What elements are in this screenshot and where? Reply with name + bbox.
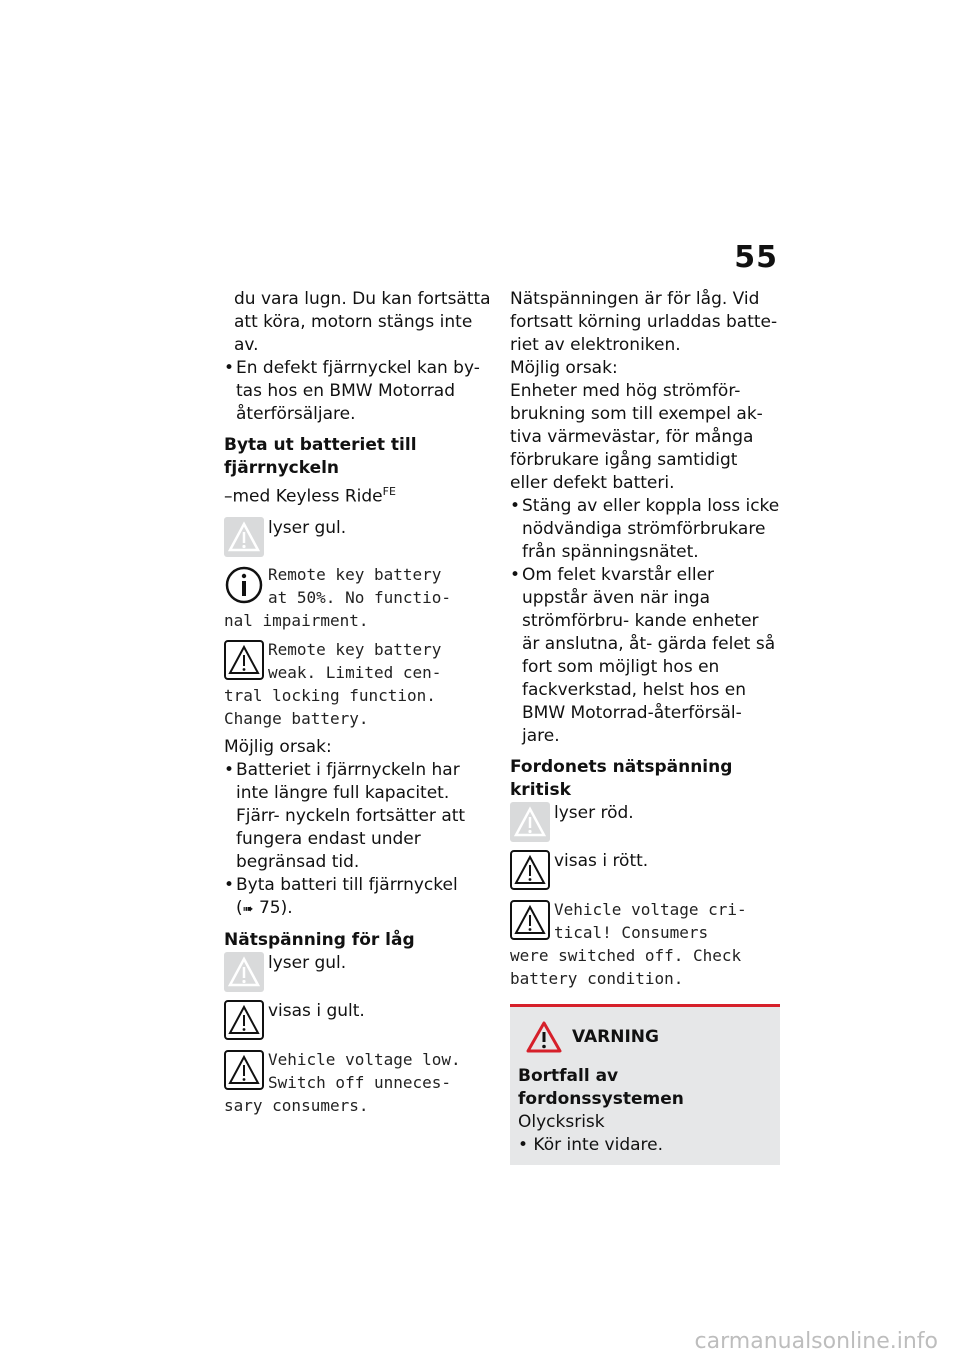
- info-message-remote-key: [224, 563, 492, 632]
- warning-title-text: VARNING: [572, 1027, 659, 1047]
- voltage-critical-message: [510, 898, 780, 990]
- warning-lamp-icon: [224, 952, 264, 992]
- warning-triangle-icon: [510, 900, 550, 940]
- right-column: [510, 288, 780, 1165]
- bullet-change-battery: • Byta batteri till fjärrnyckel (➠ 75).: [224, 874, 492, 921]
- warning-triangle-icon: [224, 1050, 264, 1090]
- page-number: 55: [734, 240, 778, 275]
- lamp-row-critical: [510, 802, 780, 842]
- crit-msg-line: battery condition.: [510, 969, 684, 988]
- bullet-disconnect-consumers: • Stäng av eller koppla loss icke nödvändiga strömförbrukare från spänningsnätet.: [510, 495, 780, 564]
- bullet-workshop: • Om felet kvarstår eller uppstår även när inga strömförbru- kande enheter är anslutna, åt- gärda felet så fort som möjligt hos en fackverkstad, helst hos en BMW Motorrad-återförsäl- jare.: [510, 564, 780, 748]
- footer-watermark: carmanualsonline.info: [694, 1329, 938, 1354]
- heading-voltage-critical: Fordonets nätspänning kritisk: [510, 757, 733, 800]
- intro-continuation: du vara lugn. Du kan fortsätta att köra, motorn stängs inte av.: [234, 289, 491, 355]
- crit-msg-line: tical! Consumers: [554, 923, 709, 942]
- bullet-defect-key: • En defekt fjärrnyckel kan by- tas hos en BMW Motorrad återförsäljare.: [224, 357, 492, 426]
- info-msg-line: nal impairment.: [224, 610, 369, 630]
- crit-msg-line: Vehicle voltage cri-: [554, 900, 747, 919]
- bullet-battery-capacity: • Batteriet i fjärrnyckeln har inte längre full kapacitet. Fjärr- nyckeln fortsätter att fungera endast under begränsad tid.: [224, 759, 492, 874]
- heading-replace-battery: Byta ut batteriet till fjärrnyckeln: [224, 435, 417, 478]
- warning-box: [510, 1004, 780, 1165]
- warning-heading: Bortfall av fordonssystemen: [518, 1066, 684, 1109]
- warning-triangle-icon: [510, 850, 550, 890]
- info-msg-line: Remote key battery: [268, 564, 442, 584]
- lamp-row-2: [224, 952, 492, 992]
- arrow-ref-icon: ➠: [242, 901, 254, 917]
- voltage-low-message: [224, 1048, 492, 1117]
- cause-label-right: Möjlig orsak:: [510, 358, 618, 378]
- keyless-sup: FE: [382, 485, 396, 498]
- warning-action: • Kör inte vidare.: [518, 1135, 664, 1155]
- warn-msg-line: weak. Limited cen-: [268, 662, 442, 682]
- crit-msg-line: were switched off. Check: [510, 946, 742, 965]
- left-column: [224, 288, 492, 1117]
- keyless-prefix: –med Keyless Ride: [224, 486, 383, 507]
- warning-risk: Olycksrisk: [518, 1112, 605, 1132]
- warning-title: [526, 1021, 772, 1053]
- display-text-critical: visas i rött.: [554, 851, 649, 871]
- warning-sign-icon: [526, 1021, 562, 1053]
- volt-msg-line: Vehicle voltage low.: [268, 1049, 461, 1069]
- keyless-ride-note: [224, 480, 492, 509]
- warning-lamp-icon: [510, 802, 550, 842]
- voltage-para: Nätspänningen är för låg. Vid fortsatt körning urladdas batte- riet av elektroniken.: [510, 289, 778, 355]
- info-msg-line: at 50%. No functio-: [268, 587, 452, 607]
- lamp-row-1: [224, 517, 492, 557]
- display-row-2: [224, 1000, 492, 1040]
- display-row-critical: [510, 850, 780, 890]
- warning-triangle-icon: [224, 640, 264, 680]
- change-battery-text: Byta batteri till fjärrnyckel: [236, 874, 458, 895]
- volt-msg-line: sary consumers.: [224, 1095, 369, 1115]
- warn-message-remote-key: [224, 638, 492, 730]
- warning-triangle-icon: [224, 1000, 264, 1040]
- page-reference[interactable]: 75).: [258, 897, 293, 918]
- cause-para: Enheter med hög strömför- brukning som till exempel ak- tiva värmevästar, för många förbrukare igång samtidigt eller defekt batteri.: [510, 381, 763, 493]
- lamp-text-1: lyser gul.: [268, 517, 347, 538]
- warning-lamp-icon: [224, 517, 264, 557]
- lamp-text-2: lyser gul.: [268, 952, 347, 973]
- display-text-2: visas i gult.: [268, 1000, 365, 1021]
- volt-msg-line: Switch off unneces-: [268, 1072, 452, 1092]
- warn-msg-line: Change battery.: [224, 708, 369, 728]
- warn-msg-line: Remote key battery: [268, 639, 442, 659]
- info-icon: [224, 565, 264, 605]
- heading-voltage-low: Nätspänning för låg: [224, 929, 415, 950]
- lamp-text-critical: lyser röd.: [554, 803, 634, 823]
- warn-msg-line: tral locking function.: [224, 685, 436, 705]
- cause-label: Möjlig orsak:: [224, 736, 332, 757]
